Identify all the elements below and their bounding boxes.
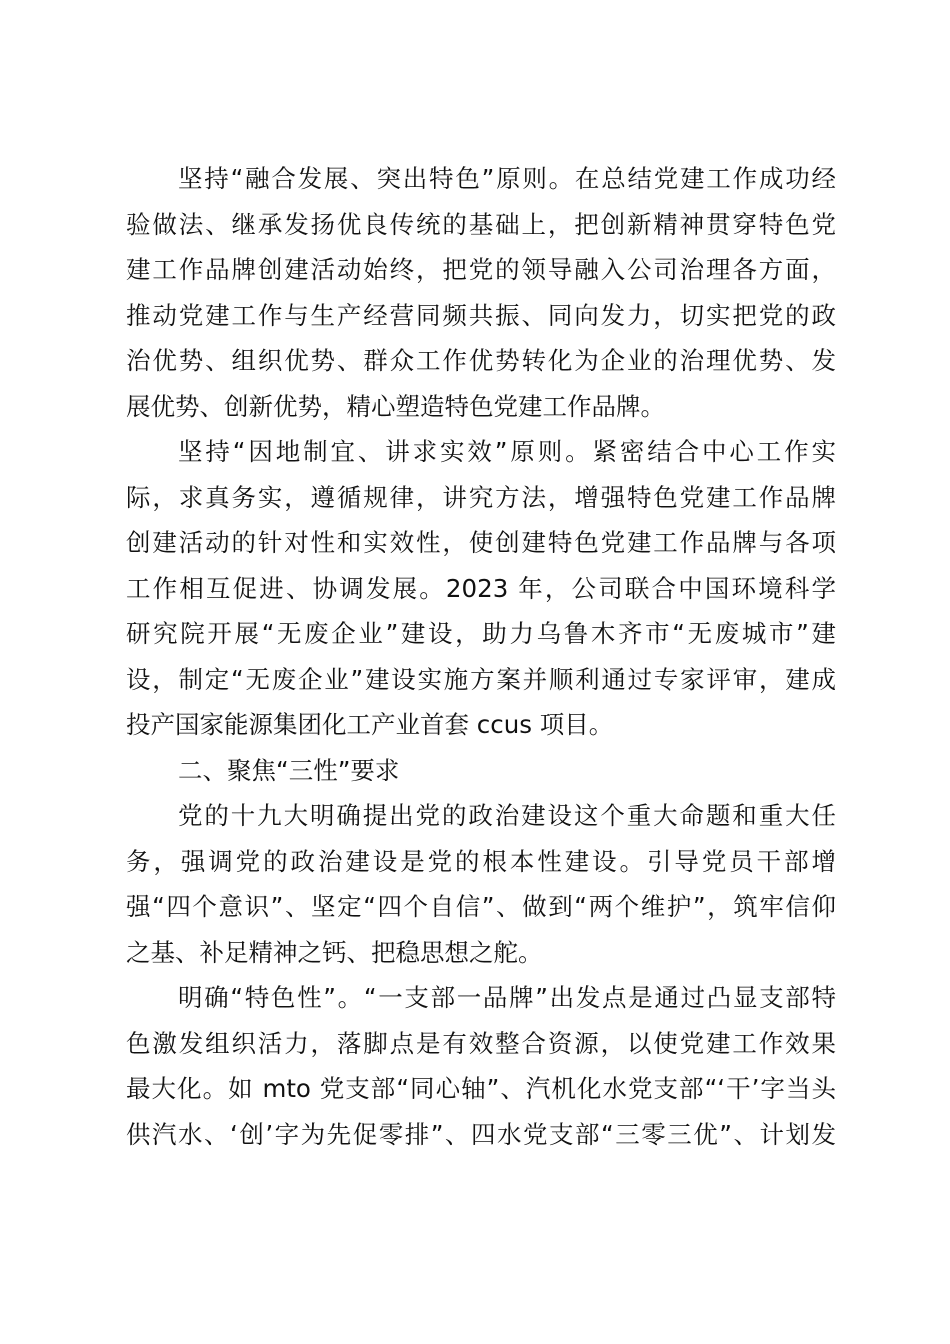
section-heading-text: 二、聚焦“三性”要求 bbox=[178, 755, 400, 785]
text-line: 最大化。如 mto 党支部“同心轴”、汽机化水党支部“‘干’字当头 bbox=[126, 1074, 836, 1103]
paragraph-3 bbox=[126, 793, 836, 975]
text-line: 展优势、创新优势，精心塑造特色党建工作品牌。 bbox=[126, 391, 665, 421]
paragraph-2 bbox=[126, 429, 836, 748]
section-heading bbox=[126, 748, 836, 794]
text-line: 强“四个意识”、坚定“四个自信”、做到“两个维护”，筑牢信仰 bbox=[126, 892, 836, 921]
text-line: 党的十九大明确提出党的政治建设这个重大命题和重大任 bbox=[178, 801, 836, 830]
text-line: 治优势、组织优势、群众工作优势转化为企业的治理优势、发 bbox=[126, 346, 836, 375]
text-line: 之基、补足精神之钙、把稳思想之舵。 bbox=[126, 937, 543, 967]
text-line: 设，制定“无废企业”建设实施方案并顺利通过专家评审，建成 bbox=[126, 664, 836, 694]
text-line: 坚持“因地制宜、讲求实效”原则。紧密结合中心工作实 bbox=[178, 437, 836, 466]
document-body bbox=[126, 156, 836, 1157]
text-line: 色激发组织活力，落脚点是有效整合资源，以使党建工作效果 bbox=[126, 1028, 836, 1058]
text-line: 投产国家能源集团化工产业首套 ccus 项目。 bbox=[126, 710, 614, 739]
text-line: 供汽水、‘创’字为先促零排”、四水党支部“三零三优”、计划发 bbox=[126, 1119, 836, 1149]
text-line: 坚持“融合发展、突出特色”原则。在总结党建工作成功经 bbox=[178, 164, 836, 193]
paragraph-1 bbox=[126, 156, 836, 429]
text-line: 推动党建工作与生产经营同频共振、同向发力，切实把党的政 bbox=[126, 300, 836, 330]
text-line: 务，强调党的政治建设是党的根本性建设。引导党员干部增 bbox=[126, 846, 836, 876]
text-line: 际，求真务实，遵循规律，讲究方法，增强特色党建工作品牌 bbox=[126, 482, 836, 512]
text-line: 研究院开展“无废企业”建设，助力乌鲁木齐市“无废城市”建 bbox=[126, 619, 836, 648]
text-line: 验做法、继承发扬优良传统的基础上，把创新精神贯穿特色党 bbox=[126, 209, 836, 239]
text-line: 工作相互促进、协调发展。2023 年，公司联合中国环境科学 bbox=[126, 573, 836, 603]
text-line: 建工作品牌创建活动始终，把党的领导融入公司治理各方面， bbox=[126, 255, 836, 284]
paragraph-4 bbox=[126, 975, 836, 1157]
text-line: 明确“特色性”。“一支部一品牌”出发点是通过凸显支部特 bbox=[178, 983, 836, 1012]
text-line: 创建活动的针对性和实效性，使创建特色党建工作品牌与各项 bbox=[126, 528, 836, 557]
